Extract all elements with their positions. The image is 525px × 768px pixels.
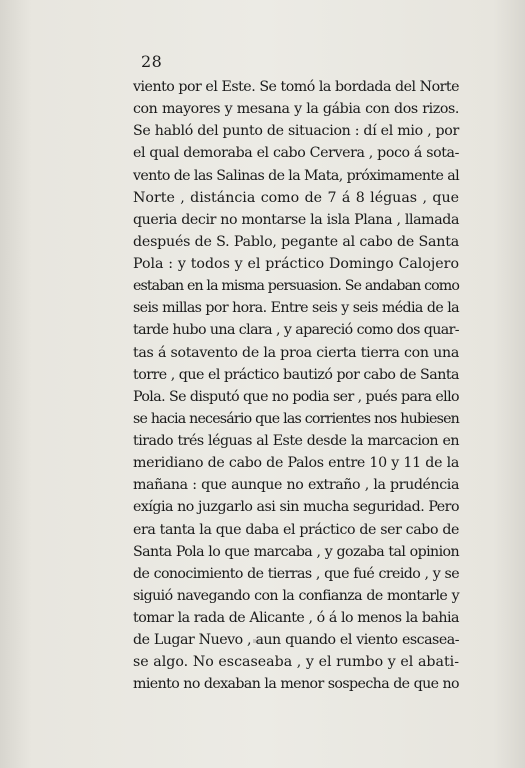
text-line-27: se algo. No escaseaba , y el rumbo y el abati-: [133, 654, 459, 671]
text-line-6: Norte , distáncia como de 7 á 8 léguas , que: [133, 189, 459, 206]
text-line-3: Se habló del punto de situacion : dí el mio , por: [133, 123, 459, 140]
text-line-23: de conocimiento de tierras , que fué creido , y se: [133, 565, 459, 582]
text-line-9: Pola : y todos y el práctico Domingo Calojero: [133, 256, 459, 272]
body-text: [133, 76, 459, 696]
text-line-26: de Lugar Nuevo , aun quando el viento escasea-: [133, 632, 459, 649]
text-line-11: seis millas por hora. Entre seis y seis média de la: [133, 300, 459, 317]
text-line-24: siguió navegando con la confianza de montarle y: [133, 587, 459, 604]
text-line-14: torre , que el práctico bautizó por cabo de Santa: [133, 366, 459, 383]
text-line-1: viento por el Este. Se tomó la bordada del Norte: [133, 79, 459, 95]
text-line-25: tomar la rada de Alicante , ó á lo menos la bahia: [133, 610, 459, 626]
text-line-13: tas á sotavento de la proa cierta tierra con una: [133, 344, 459, 361]
text-line-4: el qual demoraba el cabo Cervera , poco á sota-: [133, 145, 459, 162]
text-line-12: tarde hubo una clara , y apareció como dos quar-: [133, 322, 459, 339]
text-line-18: meridiano de cabo de Palos entre 10 y 11 de la: [133, 455, 459, 472]
page-number: 28: [141, 52, 163, 71]
text-line-16: se hacia necesário que las corrientes nos hubiesen: [133, 410, 459, 427]
text-line-15: Pola. Se disputó que no podia ser , pués para ello: [133, 388, 459, 405]
text-line-17: tirado trés léguas al Este desde la marcacion en: [133, 433, 459, 449]
text-line-19: mañana : que aunque no extraño , la prudéncia: [133, 477, 459, 494]
text-line-2: con mayores y mesana y la gábia con dos rizos.: [133, 101, 459, 118]
text-line-28: miento no dexaban la menor sospecha de que no: [133, 676, 459, 693]
text-line-7: queria decir no montarse la isla Plana , llamada: [133, 211, 459, 228]
text-line-22: Santa Pola lo que marcaba , y gozaba tal opinion: [133, 543, 459, 560]
text-line-8: después de S. Pablo, pegante al cabo de Santa: [133, 233, 459, 250]
text-line-21: era tanta la que daba el práctico de ser cabo de: [133, 521, 459, 538]
text-line-20: exígia no juzgarlo asi sin mucha seguridad. Pero: [133, 499, 459, 516]
text-line-5: vento de las Salinas de la Mata, próximamente al: [133, 167, 460, 184]
text-line-10: estaban en la misma persuasion. Se andaban como: [133, 278, 459, 295]
bleed-through-mark: [252, 638, 266, 644]
